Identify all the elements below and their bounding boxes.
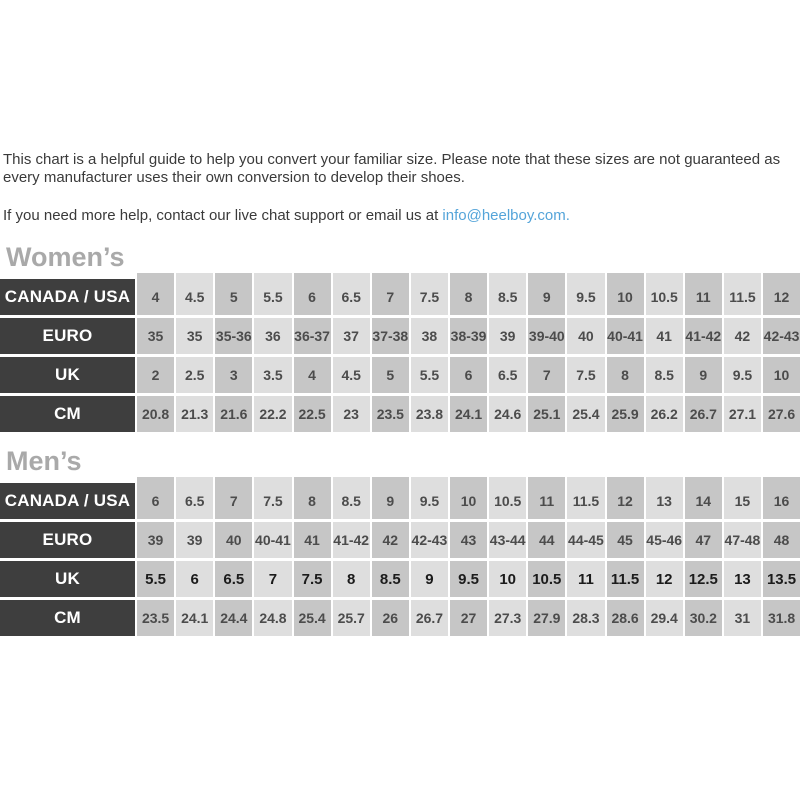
size-cell: 41-42: [685, 318, 722, 354]
size-cell: 9: [528, 279, 565, 315]
size-cell: 8.5: [489, 279, 526, 315]
size-cell: 45: [607, 522, 644, 558]
size-cell: 27.6: [763, 396, 800, 432]
size-cell: 48: [763, 522, 800, 558]
size-cell: 11: [685, 279, 722, 315]
size-cell: 26: [372, 600, 409, 636]
size-cell: 29.4: [646, 600, 683, 636]
size-cell: 39: [176, 522, 213, 558]
size-cell: 39: [137, 522, 174, 558]
size-cell: 40: [567, 318, 604, 354]
size-cell: 15: [724, 483, 761, 519]
size-cell: 7: [254, 561, 291, 597]
table-row-canada-usa: [0, 483, 800, 519]
size-cell: 8: [294, 483, 331, 519]
size-cell: 7.5: [294, 561, 331, 597]
size-cell: 44: [528, 522, 565, 558]
size-cell: 42: [372, 522, 409, 558]
table-row-canada-usa: [0, 279, 800, 315]
help-text: If you need more help, contact our live chat support or email us at: [3, 207, 443, 224]
size-cell: 2.5: [176, 357, 213, 393]
size-cell: 20.8: [137, 396, 174, 432]
size-cell: 36-37: [294, 318, 331, 354]
size-cell: 9.5: [724, 357, 761, 393]
size-cell: 37: [333, 318, 370, 354]
womens-section-title: Women’s: [6, 242, 125, 272]
size-cell: 28.6: [607, 600, 644, 636]
size-cell: 10.5: [489, 483, 526, 519]
size-cell: 4: [294, 357, 331, 393]
table-row-euro: [0, 318, 800, 354]
size-cell: 3: [215, 357, 252, 393]
row-header-uk: UK: [0, 357, 135, 393]
size-cell: 10: [489, 561, 526, 597]
size-cell: 35: [176, 318, 213, 354]
size-cell: 47-48: [724, 522, 761, 558]
size-cell: 8.5: [646, 357, 683, 393]
size-cell: 22.5: [294, 396, 331, 432]
size-cell: 9: [411, 561, 448, 597]
size-cell: 5.5: [411, 357, 448, 393]
size-cell: 16: [763, 483, 800, 519]
table-row-euro: [0, 522, 800, 558]
size-cell: 9.5: [411, 483, 448, 519]
size-cell: 12: [646, 561, 683, 597]
size-cell: 6.5: [333, 279, 370, 315]
size-cell: 6: [176, 561, 213, 597]
size-cell: 2: [137, 357, 174, 393]
size-cell: 38: [411, 318, 448, 354]
size-cell: 25.4: [567, 396, 604, 432]
size-cell: 25.4: [294, 600, 331, 636]
row-header-uk: UK: [0, 561, 135, 597]
size-cell: 8: [607, 357, 644, 393]
size-cell: 4.5: [176, 279, 213, 315]
size-cell: 45-46: [646, 522, 683, 558]
size-cell: 38-39: [450, 318, 487, 354]
row-header-euro: EURO: [0, 522, 135, 558]
size-cell: 9.5: [450, 561, 487, 597]
row-header-canada-usa: CANADA / USA: [0, 279, 135, 315]
size-cell: 23.5: [372, 396, 409, 432]
size-cell: 47: [685, 522, 722, 558]
row-header-canada-usa: CANADA / USA: [0, 483, 135, 519]
size-cell: 7: [215, 483, 252, 519]
size-cell: 10: [607, 279, 644, 315]
size-cell: 40-41: [254, 522, 291, 558]
womens-size-table: [0, 279, 800, 432]
size-cell: 8: [333, 561, 370, 597]
size-cell: 41: [646, 318, 683, 354]
size-cell: 7.5: [567, 357, 604, 393]
size-cell: 9: [372, 483, 409, 519]
size-cell: 28.3: [567, 600, 604, 636]
size-cell: 11.5: [607, 561, 644, 597]
size-cell: 10: [450, 483, 487, 519]
size-cell: 11: [528, 483, 565, 519]
size-cell: 24.8: [254, 600, 291, 636]
size-cell: 25.7: [333, 600, 370, 636]
size-cell: 11.5: [724, 279, 761, 315]
size-cell: 23.5: [137, 600, 174, 636]
size-cell: 39: [489, 318, 526, 354]
size-cell: 4: [137, 279, 174, 315]
size-cell: 7: [528, 357, 565, 393]
size-cell: 6.5: [215, 561, 252, 597]
size-cell: 6: [294, 279, 331, 315]
size-cell: 13.5: [763, 561, 800, 597]
size-cell: 35: [137, 318, 174, 354]
size-cell: 39-40: [528, 318, 565, 354]
table-row-cm: [0, 396, 800, 432]
size-cell: 5.5: [254, 279, 291, 315]
size-cell: 7.5: [411, 279, 448, 315]
size-cell: 35-36: [215, 318, 252, 354]
size-cell: 10.5: [528, 561, 565, 597]
size-cell: 14: [685, 483, 722, 519]
size-cell: 6.5: [176, 483, 213, 519]
email-link[interactable]: info@heelboy.com.: [442, 207, 570, 224]
size-cell: 11.5: [567, 483, 604, 519]
size-cell: 27: [450, 600, 487, 636]
size-cell: 42-43: [763, 318, 800, 354]
row-header-euro: EURO: [0, 318, 135, 354]
size-cell: 9: [685, 357, 722, 393]
size-cell: 12: [607, 483, 644, 519]
size-cell: 10.5: [646, 279, 683, 315]
size-cell: 31.8: [763, 600, 800, 636]
size-cell: 26.7: [685, 396, 722, 432]
size-cell: 21.6: [215, 396, 252, 432]
size-cell: 5: [372, 357, 409, 393]
mens-section-title: Men’s: [6, 446, 82, 476]
help-paragraph: [3, 207, 796, 225]
size-cell: 22.2: [254, 396, 291, 432]
size-cell: 10: [763, 357, 800, 393]
size-cell: 24.6: [489, 396, 526, 432]
section-womens: [0, 244, 800, 432]
size-cell: 44-45: [567, 522, 604, 558]
size-cell: 40: [215, 522, 252, 558]
size-cell: 24.1: [176, 600, 213, 636]
row-header-cm: CM: [0, 396, 135, 432]
size-cell: 6.5: [489, 357, 526, 393]
size-cell: 42-43: [411, 522, 448, 558]
size-cell: 25.9: [607, 396, 644, 432]
size-cell: 41: [294, 522, 331, 558]
size-cell: 3.5: [254, 357, 291, 393]
size-cell: 6: [137, 483, 174, 519]
size-cell: 7: [372, 279, 409, 315]
size-cell: 26.2: [646, 396, 683, 432]
size-cell: 12: [763, 279, 800, 315]
size-cell: 5.5: [137, 561, 174, 597]
size-cell: 42: [724, 318, 761, 354]
size-cell: 41-42: [333, 522, 370, 558]
size-cell: 43: [450, 522, 487, 558]
size-cell: 6: [450, 357, 487, 393]
intro-paragraph: This chart is a helpful guide to help you convert your familiar size. Please note that these sizes are not guaranteed as every manufacturer uses their own conversion to develop their shoes.: [3, 151, 781, 186]
size-cell: 5: [215, 279, 252, 315]
size-cell: 13: [724, 561, 761, 597]
size-cell: 8: [450, 279, 487, 315]
table-row-uk: [0, 357, 800, 393]
size-cell: 12.5: [685, 561, 722, 597]
size-cell: 36: [254, 318, 291, 354]
size-cell: 27.9: [528, 600, 565, 636]
table-row-cm: [0, 600, 800, 636]
size-cell: 40-41: [607, 318, 644, 354]
size-cell: 8.5: [372, 561, 409, 597]
section-mens: [0, 448, 800, 636]
size-cell: 27.1: [724, 396, 761, 432]
size-cell: 37-38: [372, 318, 409, 354]
size-cell: 7.5: [254, 483, 291, 519]
size-cell: 30.2: [685, 600, 722, 636]
size-cell: 21.3: [176, 396, 213, 432]
mens-size-table: [0, 483, 800, 636]
size-cell: 25.1: [528, 396, 565, 432]
size-cell: 24.4: [215, 600, 252, 636]
size-cell: 23.8: [411, 396, 448, 432]
size-cell: 13: [646, 483, 683, 519]
size-cell: 27.3: [489, 600, 526, 636]
size-cell: 43-44: [489, 522, 526, 558]
size-cell: 9.5: [567, 279, 604, 315]
size-cell: 8.5: [333, 483, 370, 519]
size-cell: 26.7: [411, 600, 448, 636]
size-cell: 4.5: [333, 357, 370, 393]
size-cell: 11: [567, 561, 604, 597]
size-cell: 31: [724, 600, 761, 636]
row-header-cm: CM: [0, 600, 135, 636]
size-cell: 23: [333, 396, 370, 432]
size-cell: 24.1: [450, 396, 487, 432]
table-row-uk: [0, 561, 800, 597]
